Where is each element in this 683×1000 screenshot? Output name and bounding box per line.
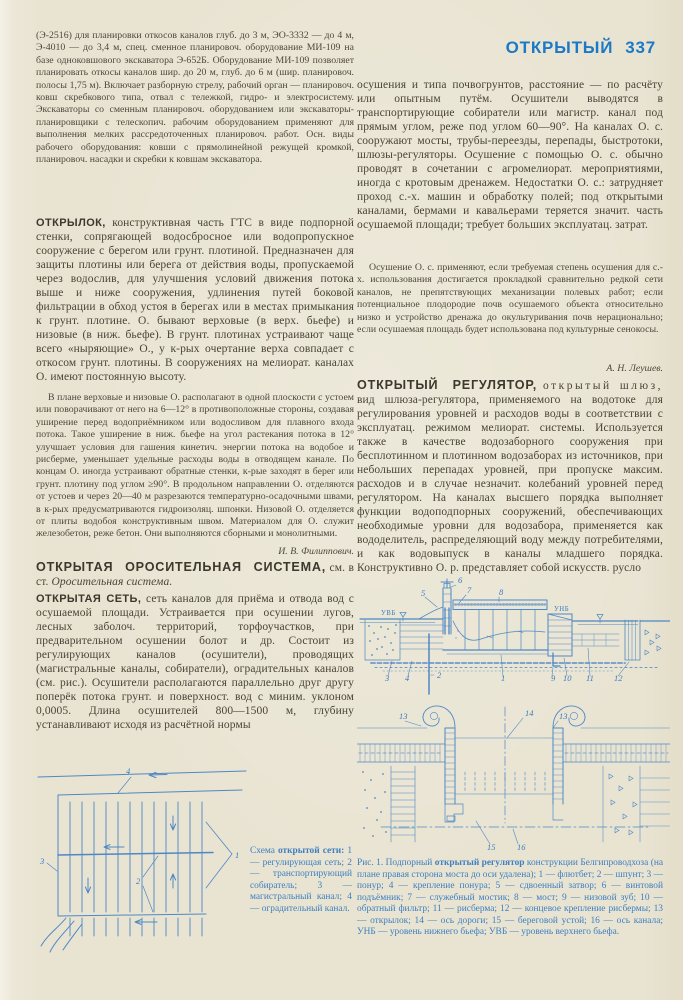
right-wing-wall <box>553 706 585 728</box>
gate-tower <box>443 588 451 634</box>
flow-arrow-down <box>170 816 175 830</box>
right-abutment-wall <box>553 728 563 804</box>
label-16: 16 <box>517 842 526 852</box>
paragraph-text: Осушение О. с. применяют, если требуемая степень осушения для с.-х. использования достигается прокладкой сравнительно редкой сети каналов, не препятствующих механизации полевых работ; если потенциальное плодородие почв осушаемого объекта относительно низко и устройство дренажа до окультуривания почв нерационально; если осушаемая площадь будет использована под культурные сенокосы. <box>357 262 663 336</box>
network-figure-caption <box>250 846 352 915</box>
label-3: 3 <box>40 856 45 866</box>
regulator-figure-caption <box>357 858 663 939</box>
label-3: 3 <box>385 673 390 683</box>
left-column <box>36 30 354 990</box>
label-4: 4 <box>126 766 131 776</box>
label-unb: УНБ <box>554 606 570 613</box>
label-13-left: 13 <box>399 711 408 721</box>
entry-text: конструктивная часть ГТС в виде подпорной стенки, сопрягающей водосбросное или водопропускное сооружение с берегом или грунт. плотиной. Предназначен для защиты плотины или берега от действия воды, пропускаемой через водослив, для улучшения условий движения потока выше и ниже сооружения, удлинения путей боковой фильтрации в обход устоя в берегах или в местах примыкания к грунт. плотине. О. бывают верховые (в верх. бьефе) и низовые (в ниж. бьефе). В грунт. плотинах устраивают чаще всего «ныряющие» О., у к-рых очертание верха совпадает с откосом грунт. плотины. В сооружениях на мелиорат. каналах О. имеют постоянную высоту. <box>36 217 354 383</box>
river-curves <box>41 918 82 952</box>
label-13-right: 13 <box>559 711 568 721</box>
label-1: 1 <box>235 850 240 860</box>
entry-otkryty-regulator <box>357 378 663 575</box>
paragraph-continuation-right <box>357 78 663 232</box>
regulating-channels <box>70 802 202 912</box>
flow-arrow-up <box>170 874 175 888</box>
label-12: 12 <box>614 673 623 683</box>
headword-regulator: ОТКРЫТЫЙ РЕГУЛЯТОР, <box>357 378 538 392</box>
label-6: 6 <box>458 576 463 585</box>
entry-otkrylok <box>36 216 354 384</box>
entry-otkrytaya-set <box>36 592 354 732</box>
headword-otkrytaya-set: ОТКРЫТАЯ СЕТЬ, <box>36 593 142 605</box>
caption-term: открытый регулятор <box>434 858 525 868</box>
label-11: 11 <box>586 673 594 683</box>
label-7: 7 <box>467 585 472 595</box>
label-1: 1 <box>501 673 506 683</box>
paragraph-text: осушения и типа почвогрунтов, расстояние — по расчёту или опытным путём. Осушители выводятся в транспортирующие собиратели или магистр. канал под прямым углом, реже под углом 60—90°. На каналах О. с. сооружают мосты, трубы-переезды, перепады, быстротоки, шлюзы-регуляторы. Осушение с помощью О. с. обычно проводят в сочетании с агромелиорат. мероприятиями, иногда с кротовым дренажем. Недостатки О. с.: затрудняет проход с.-х. машин и обработку полей; под открытыми каналами, бермами и кавальерами теряется значит. часть осушаемой площади; требует больших эксплуатац. затрат. <box>357 79 663 231</box>
downstream-tooth <box>553 653 560 666</box>
headword-oros-sistema: ОТКРЫТАЯ ОРОСИТЕЛЬНАЯ СИСТЕМА, <box>36 560 327 574</box>
label-10: 10 <box>563 673 572 683</box>
double-gate <box>445 608 449 634</box>
label-14: 14 <box>525 708 534 718</box>
label-15: 15 <box>487 842 496 852</box>
label-uvb: УВБ <box>381 610 396 617</box>
rock-scatter <box>645 630 661 655</box>
risberma-bed <box>572 634 619 646</box>
label-2: 2 <box>437 670 442 680</box>
headword-synonym: открытый шлюз, <box>543 380 663 392</box>
caption-legend: конструкции Белгипроводхоза (на плане правая сторона моста до оси удалена); 1 — флютбет; 2 — шпунт; 3 — понур; 4 — крепление понура; 5 — сдвоенный затвор; 6 — винтовой подъёмник; 7 — служебный мостик; 8 — мост; 9 — низовой зуб; 10 — обратный фильтр; 11 — рисберма; 12 — концевое крепление рисбермы; 13 — открылок; 14 — ось дороги; 15 — береговой устой; 16 — ось канала; УНБ — уровень нижнего бьефа; УВБ — уровень верхнего бьефа. <box>357 858 664 937</box>
plan-rock-scatter <box>609 774 637 835</box>
paragraph-plane <box>36 392 354 541</box>
paragraph-text: (Э-2516) для планировки откосов каналов глуб. до 3 м, ЭО-3332 — до 4 м, Э-4010 — до 3,4 м, спец. сменное планировоч. оборудование МИ-109 на базе одноковшового экскаватора Э-652Б. Оборудование МИ-109 позволяет планировать откосы каналов шир. до 20 м, глуб. до 6 м (шир. планировоч. полосы 1,75 м). Включает разборную стрелу, рабочий орган — планировоч. ковш скребкового типа, отвал с тележкой, гидро- и электросистему. Экскаваторы со сменным планировоч. оборудованием или экскаваторы-планировщики с телескопич. рабочим оборудованием применяют для выполнения мелких рассредоточенных планировоч. работ. Осн. виды рабочего оборудования: ковши с прямолинейной режущей кромкой, планировоч. насадки и скребки к ковшам экскаватора. <box>36 30 354 166</box>
paragraph-text: В плане верховые и низовые О. располагают в одной плоскости с устоем или поворачивают от него на 6—12° в противоположные стороны, создавая уширение перед водоприёмником или водосливом для плавного входа потока. Такое уширение в ниж. бьефе на угол растекания потока в 12° улучшает условия для гашения кинетич. энергии потока на водобое и рисберме, уменьшает удельные расходы воды в отводящем канале. По концам О. иногда устраивают обратные стенки, к-рые заходят в берег или грунт. плотину под углом ≥90°. В продольном направлении О. отделяются от устоев и через 20—40 м разрезаются температурно-осадочными швами, в к-рых предусматриваются гидроизоляц. шпонки. Низовой О. отделяется от плиты водобоя конструктивным швом. Материалом для О. служит железобетон, реже бетон. Они выполняются сборными и монолитными. <box>36 392 354 540</box>
left-wing-wall <box>423 706 455 728</box>
label-5: 5 <box>421 588 426 598</box>
regulating-channels-lower <box>70 918 202 936</box>
flow-arrow-down-left <box>85 878 90 893</box>
callout-bracket <box>206 822 232 888</box>
entry-text: вид шлюза-регулятора, применяемого на водотоке для регулирования уровней и расходов воды в соответствии с эксплуатац. режимом мелиорат. системы. Используется также в качестве водозаборного сооружения при бесплотинном и плотинном водозаборах из источников, при небольших перепадах уровней, при пропуске максим. расходов и в случае незначит. колебаний уровней перед регулятором. На каналах высшего порядка выполняет функции водоподпорных сооружений, обеспечивающих необходимые уровни для водозабора, применяется как вододелитель, распределяющий воду между потребителями, и как водовыпуск в каналы младшего порядка. Конструктивно О. р. представляет собой искусств. русло <box>357 394 663 574</box>
network-linework <box>38 771 246 952</box>
author-signature-filippovich: И. В. Филиппович. <box>278 546 354 557</box>
plan-view-drawing <box>357 706 670 844</box>
left-wall-steps <box>445 804 463 822</box>
downstream-water-mark <box>597 615 603 624</box>
cross-reference: Оросительная система. <box>51 576 173 588</box>
entry-oros-sistema <box>36 560 354 589</box>
label-8: 8 <box>499 587 504 597</box>
headword-otkrylok: ОТКРЫЛОК, <box>36 217 106 229</box>
upstream-bank-block <box>365 620 400 660</box>
ponur-apron <box>400 625 443 649</box>
downstream-abutment <box>548 614 572 656</box>
channel-edges <box>455 738 553 794</box>
hydraulic-jump <box>453 621 545 640</box>
author-signature-leushev: А. Н. Леушев. <box>606 363 663 374</box>
label-2: 2 <box>136 876 141 886</box>
open-network-diagram <box>36 766 251 958</box>
caption-lead: Рис. 1. Подпорный <box>357 858 433 868</box>
running-head-entry: ОТКРЫТЫЙ <box>505 38 614 57</box>
upstream-water-mark <box>400 613 406 622</box>
right-column <box>357 78 663 978</box>
paragraph-continuation <box>36 30 354 166</box>
entry-text: см. в ст. <box>36 562 355 588</box>
label-4: 4 <box>405 673 410 683</box>
entry-text: сеть каналов для приёма и отвода вод с осушаемой площади. Устраивается при осушении лугов, лесных заболоч. территорий, торфоучастков, при предварительном осушении болот и др. Состоит из регулирующих каналов (осушители), проводящих (магистральные каналы, собиратели), оградительных каналов (см. рис.). Осушители располагаются параллельно друг другу поперёк потока грунт. и поверхност. вод с миним. уклоном 0,0005. Длина осушителей 800—1500 м, глубину устанавливают исходя из расчётной нормы <box>36 593 354 731</box>
page-number: 337 <box>625 38 656 57</box>
end-fastening <box>625 620 640 660</box>
flow-arrow-left <box>104 845 124 850</box>
caption-lead: Схема <box>250 846 275 856</box>
caption-term: открытой сети: <box>277 846 345 856</box>
regulator-figure <box>357 576 670 854</box>
caption-legend: 1 — регулирующая сеть; 2 — транспортирующий собиратель; 3 — магистральный канал; 4 — оградительный канал. <box>250 846 353 914</box>
figure-open-network <box>36 766 354 966</box>
running-head <box>506 38 656 58</box>
bridge-piers <box>465 610 535 651</box>
left-abutment-wall <box>445 728 455 804</box>
paragraph-petit-right <box>357 262 663 336</box>
label-9: 9 <box>551 673 556 683</box>
